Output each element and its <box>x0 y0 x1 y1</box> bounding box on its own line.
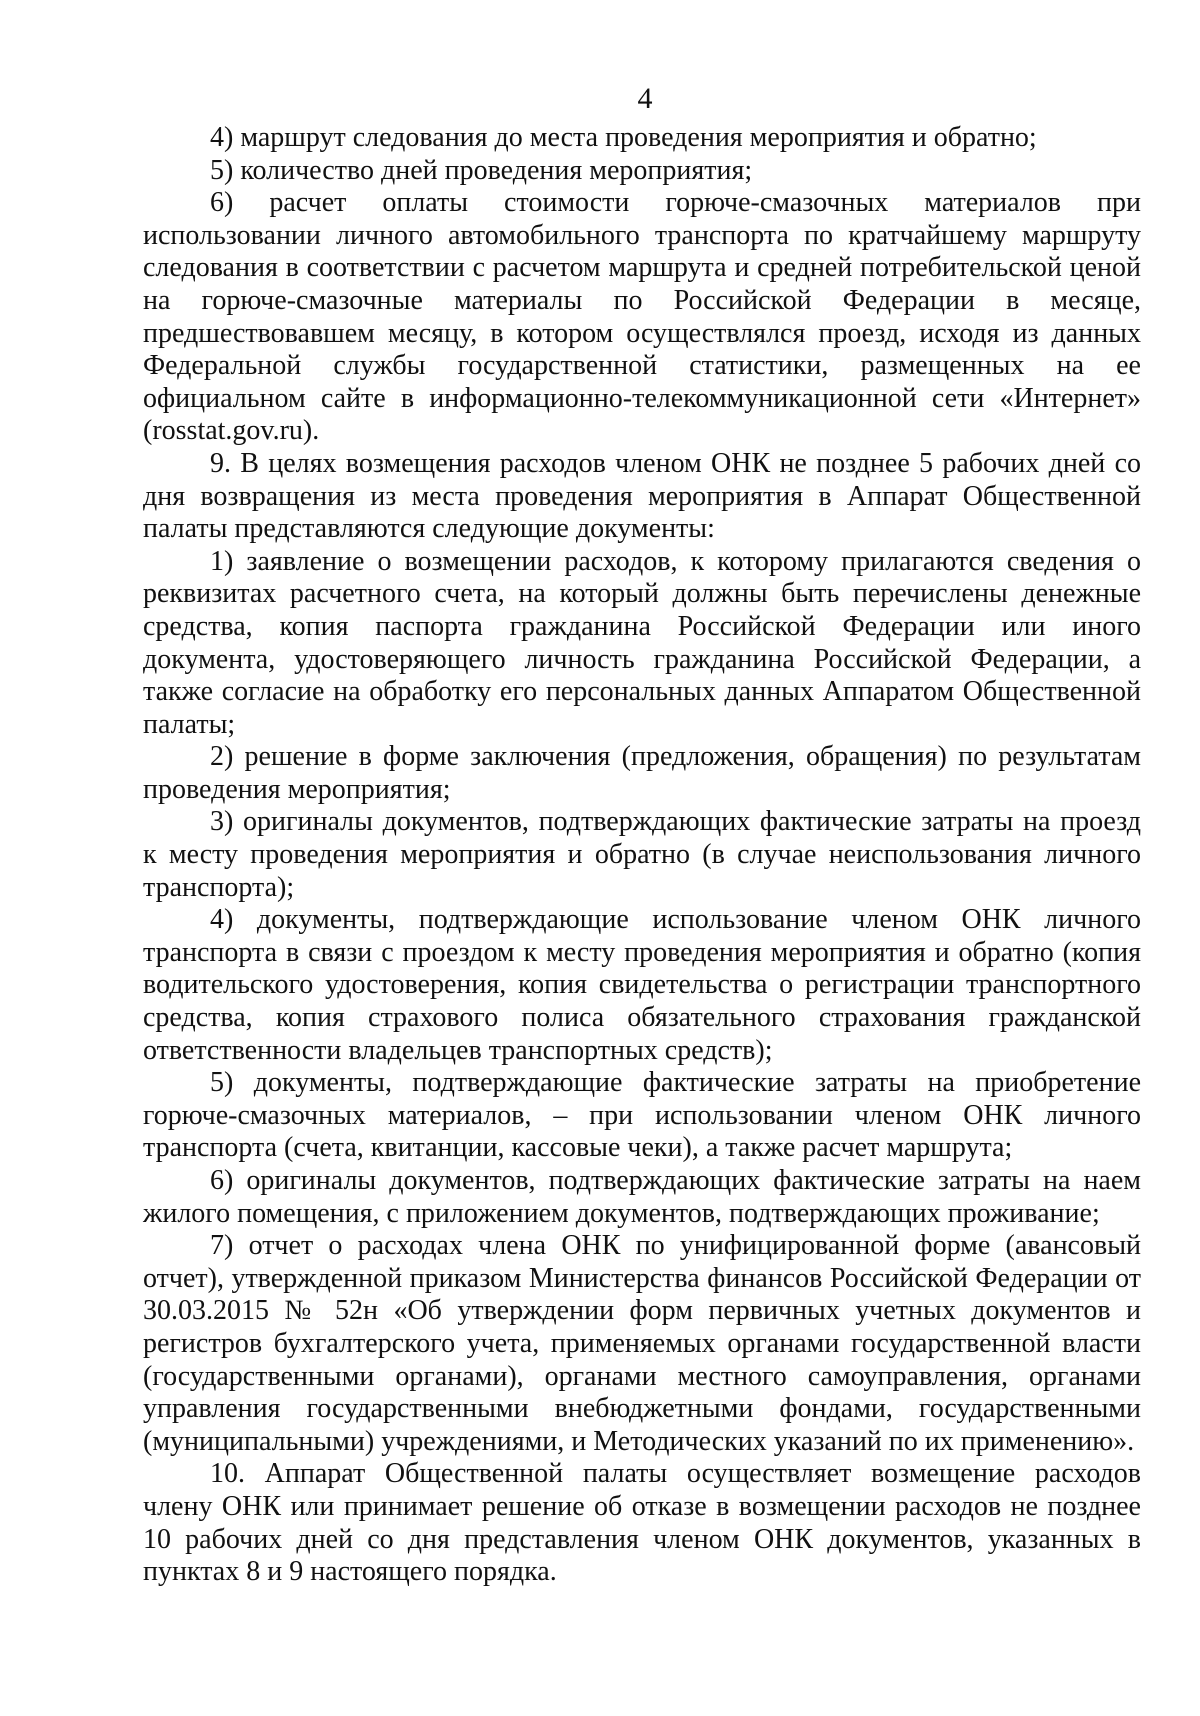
list-item-decision: 2) решение в форме заключения (предложения, обращения) по результатам проведения мероприятия; <box>143 741 1141 805</box>
list-item-route: 4) маршрут следования до места проведения мероприятия и обратно; <box>210 122 1037 153</box>
clause-9-paragraph: 9. В целях возмещения расходов членом ОНК не позднее 5 рабочих дней со дня возвращения из места проведения мероприятия в Аппарат Общественной палаты представляются следующие документы: <box>143 447 1141 545</box>
document-body <box>143 122 1141 1589</box>
list-item-expense-report: 7) отчет о расходах члена ОНК по унифицированной форме (авансовый отчет), утвержденной приказом Министерства финансов Российской Федерации от 30.03.2015 № 52н «Об утверждении форм первичных учетных документов и регистров бухгалтерского учета, применяемых органами государственной власти (государственными органами), органами местного самоуправления, органами управления государственными внебюджетными фондами, государственными (муниципальными) учреждениями, и Методических указаний по их применению». <box>143 1230 1141 1457</box>
list-item-accommodation: 6) оригиналы документов, подтверждающих фактические затраты на наем жилого помещения, с приложением документов, подтверждающих проживание; <box>143 1165 1141 1229</box>
clause-10-paragraph: 10. Аппарат Общественной палаты осуществляет возмещение расходов члену ОНК или принимает решение об отказе в возмещении расходов не позднее 10 рабочих дней со дня представления членом ОНК документов, указанных в пунктах 8 и 9 настоящего порядка. <box>143 1458 1141 1588</box>
list-item-vehicle-documents: 4) документы, подтверждающие использование членом ОНК личного транспорта в связи с проездом к месту проведения мероприятия и обратно (копия водительского удостоверения, копия свидетельства о регистрации транспортного средства, копия страхового полиса обязательного страхования гражданской ответственности владельцев транспортных средств); <box>143 904 1141 1066</box>
list-item-travel-originals: 3) оригиналы документов, подтверждающих фактические затраты на проезд к месту проведения мероприятия и обратно (в случае неиспользования личного транспорта); <box>143 806 1141 903</box>
list-item-fuel-receipts: 5) документы, подтверждающие фактические затраты на приобретение горюче-смазочных материалов, – при использовании членом ОНК личного транспорта (счета, квитанции, кассовые чеки), а также расчет маршрута; <box>143 1067 1141 1164</box>
page-number: 4 <box>637 82 653 115</box>
list-item-days-count: 5) количество дней проведения мероприятия; <box>210 154 753 186</box>
list-item-application: 1) заявление о возмещении расходов, к которому прилагаются сведения о реквизитах расчетного счета, на который должны быть перечислены денежные средства, копия паспорта гражданина Российской Федерации или иного документа, удостоверяющего личность гражданина Российской Федерации, а также согласие на обработку его персональных данных Аппаратом Общественной палаты; <box>143 545 1141 740</box>
list-item-fuel-calculation: 6) расчет оплаты стоимости горюче-смазочных материалов при использовании личного автомобильного транспорта по кратчайшему маршруту следования в соответствии с расчетом маршрута и средней потребительской ценой на горюче-смазочные материалы по Российской Федерации в месяце, предшествовавшем месяцу, в котором осуществлялся проезд, исходя из данных Федеральной службы государственной статистики, размещенных на ее официальном сайте в информационно-телекоммуникационной сети «Интернет» (rosstat.gov.ru). <box>143 187 1141 447</box>
